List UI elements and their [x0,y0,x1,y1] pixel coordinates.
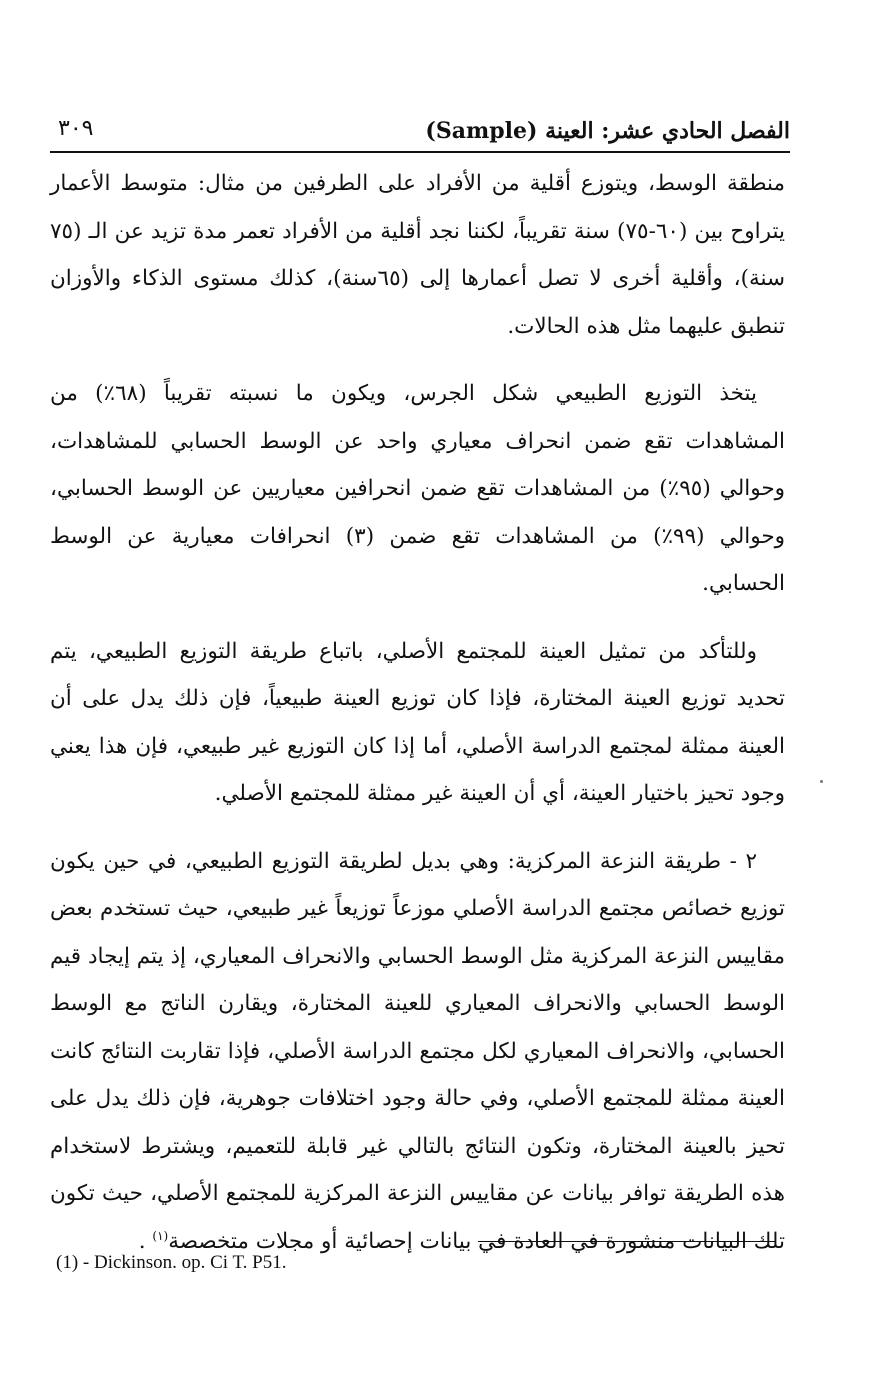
header-divider [50,151,790,153]
footnote-reference[interactable]: (١) [152,1228,169,1243]
paragraph-bell-curve: يتخذ التوزيع الطبيعي شكل الجرس، ويكون ما نسبته تقريباً (٦٨٪) من المشاهدات تقع ضمن انحراف معياري واحد عن الوسط الحسابي للمشاهدات، وحوالي (٩٥٪) من المشاهدات تقع ضمن انحرافين معياريين عن الوسط الحسابي، وحوالي (٩٩٪) من المشاهدات تقع ضمن (٣) انحرافات معيارية عن الوسط الحسابي. [50,381,785,596]
body-text [50,160,785,1265]
chapter-title: الفصل الحادي عشر: العينة (Sample) [425,118,790,144]
paragraph-representation-check: وللتأكد من تمثيل العينة للمجتمع الأصلي، باتباع طريقة التوزيع الطبيعي، يتم تحديد توزيع العينة المختارة، فإذا كان توزيع العينة طبيعياً، فإن ذلك يدل على أن العينة ممثلة لمجتمع الدراسة الأصلي، أما إذا كان التوزيع غير طبيعي، فإن هذا يعني وجود تحيز باختيار العينة، أي أن العينة غير ممثلة للمجتمع الأصلي. [50,638,785,806]
paragraph-central-tendency [50,838,785,1266]
paragraph-normal-distribution-example: منطقة الوسط، ويتوزع أقلية من الأفراد على الطرفين من مثال: متوسط الأعمار يتراوح بين (٦٠-٧٥) سنة تقريباً، لكننا نجد أقلية من الأفراد تعمر مدة تزيد عن الـ (٧٥ سنة)، وأقلية أخرى لا تصل أعمارها إلى (٦٥سنة)، كذلك مستوى الذكاء والأوزان تنطبق عليهما مثل هذه الحالات. [50,171,785,339]
paragraph-end-mark: . [138,1228,153,1254]
margin-dot [820,780,823,783]
page-number: ٣٠٩ [58,116,94,141]
paragraph-central-tendency-text: ٢ - طريقة النزعة المركزية: وهي بديل لطريقة التوزيع الطبيعي، في حين يكون توزيع خصائص مجتمع الدراسة الأصلي موزعاً توزيعاً غير طبيعي، حيث تستخدم بعض مقاييس النزعة المركزية مثل الوسط الحسابي والانحراف المعياري، إذ يتم إيجاد قيم الوسط الحسابي والانحراف المعياري للعينة المختارة، ويقارن الناتج مع الوسط الحسابي، والانحراف المعياري لكل مجتمع الدراسة الأصلي، فإذا تقاربت النتائج كانت العينة ممثلة للمجتمع الأصلي، وفي حالة وجود اختلافات جوهرية، فإن ذلك يدل على تحيز بالعينة المختارة، وتكون النتائج بالتالي غير قابلة للتعميم، ويشترط لاستخدام هذه الطريقة توافر بيانات عن مقاييس النزعة المركزية للمجتمع الأصلي، حيث تكون تلك البيانات منشورة في العادة في بيانات إحصائية أو مجلات متخصصة [50,848,785,1254]
footnote-divider [478,1241,776,1242]
footnote: (1) - Dickinson. op. Ci T. P51. [56,1252,287,1273]
page-header [50,112,790,148]
